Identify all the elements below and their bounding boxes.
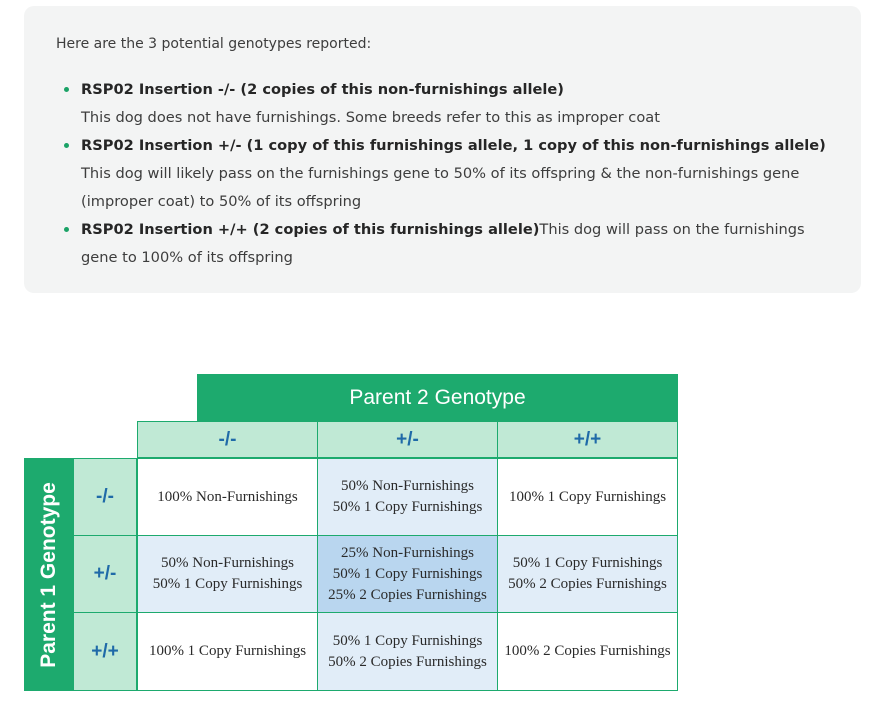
outcome-line: 50% 1 Copy Furnishings: [332, 565, 483, 582]
bullet-icon: [64, 227, 69, 232]
punnett-cell: [317, 612, 498, 691]
genotype-title: RSP02 Insertion +/+ (2 copies of this furnishings allele): [81, 221, 540, 238]
col-header-plus-minus: +/-: [317, 421, 498, 458]
col-header-minus-minus: -/-: [137, 421, 318, 458]
genotype-description: This dog will likely pass on the furnishings gene to 50% of its offspring & the non-furnishings gene (improper coat) to 50% of its offspring: [81, 165, 800, 210]
punnett-cell: [317, 458, 498, 536]
outcome-line: 50% 1 Copy Furnishings: [332, 632, 483, 649]
punnett-cell: [137, 612, 318, 691]
genotype-description: This dog will pass on the furnishings gene to 100% of its offspring: [81, 221, 805, 266]
outcome-line: 100% 1 Copy Furnishings: [148, 643, 307, 659]
genotype-title: RSP02 Insertion -/- (2 copies of this non-furnishings allele): [81, 81, 564, 98]
outcome-line: 100% 2 Copies Furnishings: [504, 643, 671, 659]
punnett-cell: [137, 458, 318, 536]
list-item: [81, 132, 841, 216]
col-header-plus-plus: +/+: [497, 421, 678, 458]
list-item: [81, 76, 841, 132]
intro-text: Here are the 3 potential genotypes reported:: [56, 36, 372, 52]
outcome-line: 50% 2 Copies Furnishings: [328, 653, 487, 670]
parent2-genotype-header: Parent 2 Genotype: [197, 374, 678, 421]
outcome-line: 50% Non-Furnishings: [161, 555, 294, 571]
punnett-cell: [317, 535, 498, 613]
punnett-square-chart: [24, 374, 678, 691]
punnett-cell: [137, 535, 318, 613]
punnett-cell: [497, 612, 678, 691]
genotype-description: This dog does not have furnishings. Some breeds refer to this as improper coat: [81, 109, 660, 126]
genotype-title: RSP02 Insertion +/- (1 copy of this furnishings allele, 1 copy of this non-furnishings allele): [81, 137, 826, 154]
outcome-line: 100% 1 Copy Furnishings: [508, 488, 667, 505]
row-header-plus-plus: +/+: [73, 612, 137, 691]
outcome-line: 50% 1 Copy Furnishings: [152, 576, 303, 592]
outcome-line: 50% 1 Copy Furnishings: [332, 499, 483, 515]
punnett-cell: [497, 458, 678, 536]
outcome-line: 50% 2 Copies Furnishings: [508, 576, 667, 592]
genotype-list: [81, 76, 841, 272]
outcome-line: 50% 1 Copy Furnishings: [512, 555, 663, 571]
outcome-line: 100% Non-Furnishings: [157, 488, 298, 505]
row-header-minus-minus: -/-: [73, 458, 137, 536]
outcome-line: 50% Non-Furnishings: [341, 478, 474, 494]
outcome-line: 25% Non-Furnishings: [341, 544, 474, 561]
list-item: [81, 216, 841, 272]
bullet-icon: [64, 143, 69, 148]
parent1-genotype-label: Parent 1 Genotype: [36, 481, 60, 668]
outcome-line: 25% 2 Copies Furnishings: [328, 586, 487, 603]
punnett-cell: [497, 535, 678, 613]
parent1-genotype-header: [24, 458, 73, 691]
bullet-icon: [64, 87, 69, 92]
row-header-plus-minus: +/-: [73, 535, 137, 613]
